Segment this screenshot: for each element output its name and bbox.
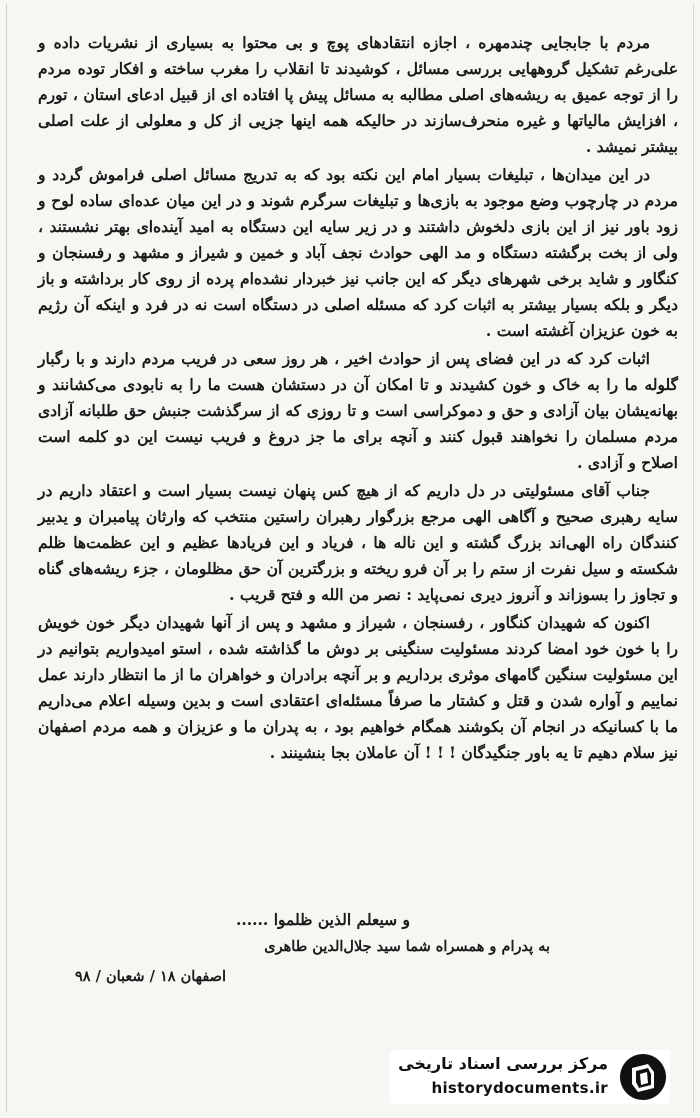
watermark <box>390 1050 670 1104</box>
paragraph-1: مردم با جابجایی چندمهره ، اجازه انتقادهای پوچ و بی محتوا به بسیاری از نشریات داده و علی‌رغم تشکیل گروههایی بررسی مسائل ، کوشیدند تا انقلاب را مغرب ساخته و افکار توده مردم را از توجه عمیق به ریشه‌های اصلی مطالبه به مسائل پیش پا افتاده ای از قبیل ادعای استان ، تورم ، افزایش مالیاتها و غیره منحرف‌سازند در حالیکه همه اینها جزیی از کل و معلولی از علت اصلی بیشتر نمیشد . <box>38 33 678 156</box>
paragraph-2: در این میدان‌ها ، تبلیغات بسیار امام این نکته بود که به تدریج مسائل اصلی فراموش گردد و مردم در چارچوب وضع موجود به بازی‌ها و تبلیغات سرگرم شوند و در این میان عده‌ای ساده لوح و زود باور نیز از این بازی دلخوش داشتند و در زیر سایه این دستگاه به امید آینده‌ای بهتر نشستند ، ولی از بخت برگشته دستگاه و مد الهی حوادث نجف آباد و خمین و شیراز و مشهد و رفسنجان و کنگاور و شاید برخی شهرهای دیگر که این جانب نیز خبردار نشده‌ام پرده از روی کار برداشته و باز دیگر و بلکه بسیار بیشتر به اثبات کرد که مسئله اصلی در دستگاه است نه در فرد و اینکه آن رژیم به خون عزیزان آغشته است . <box>38 165 678 340</box>
signature-line: به پدرام و همسراه شما سید جلال‌الدین طاهری <box>264 938 550 955</box>
watermark-url[interactable]: historydocuments.ir <box>431 1079 608 1097</box>
paragraph-3: اثبات کرد که در این فضای پس از حوادث اخیر ، هر روز سعی در فریب مردم دارند و با رگبار گلوله ما را به خاک و خون کشیدند و تا امکان آن در دستشان هست ما را به نابودی می‌کشانند و بهانه‌یشان بیان آزادی و حق و دموکراسی است و تا روزی که از سرگذشت جنبش حق طلبانه آزادی مردم مسلمان را نخواهند قبول کنند و آنچه برای ما جز دروغ و فریب نیست این دو کلمه است اصلاح و آزادی . <box>38 349 678 472</box>
watermark-title: مرکز بررسی اسناد تاریخی <box>398 1054 608 1073</box>
paragraph-5: اکنون که شهیدان کنگاور ، رفسنجان ، شیراز و مشهد و پس از آنها شهیدان دیگر خون خویش را با خون خود امضا کردند مسئولیت سنگینی بر دوش ما گذاشته شده ، استو امیدواریم بتوانیم در این مسئولیت سنگین گامهای موثری برداریم و بر آنچه برادران و خواهران ما از ما انتظار دارند عمل نماییم و آواره شدن و قتل و کشتار ما صرفاً مسئله‌ای اعتقادی است و بدین وسیله اعلام می‌داریم ما با کسانیکه در انجام آن بکوشند همگام خواهیم بود ، به پدران ما و عزیزان و همه مردم اصفهان نیز سلام دهیم تا یه باور جنگیدگان ! ! ! آن عاملان بجا بنشینند . <box>38 613 678 762</box>
archive-seal-icon <box>618 1052 668 1102</box>
paragraph-4: جناب آقای مسئولیتی در دل داریم که از هیچ کس پنهان نیست بسیار است و اعتقاد داریم در سایه رهبری صحیح و آگاهی الهی مرجع بزرگوار رهبران راستین منتخب که وارثان پیامبران و یدبیر کنندگان راه الهی‌اند بزرگ گشته و این ناله ها ، فریاد و این فریادها عظیم و این عظمت‌ها ظلم شکسته و سیل نفرت از ستم را بر آن فرو ریخته و بزرگترین آن حق مظلومان ، جزء ریشه‌های گناه و تجاوز را بسوزاند و آنروز دیری نمی‌پاید : نصر من الله و فتح قریب . <box>38 481 678 604</box>
closing-salutation: و سیعلم الذین ظلموا ...... <box>235 910 410 929</box>
date-line: اصفهان ۱۸ / شعبان / ۹۸ <box>74 968 226 985</box>
document-body <box>38 30 678 768</box>
